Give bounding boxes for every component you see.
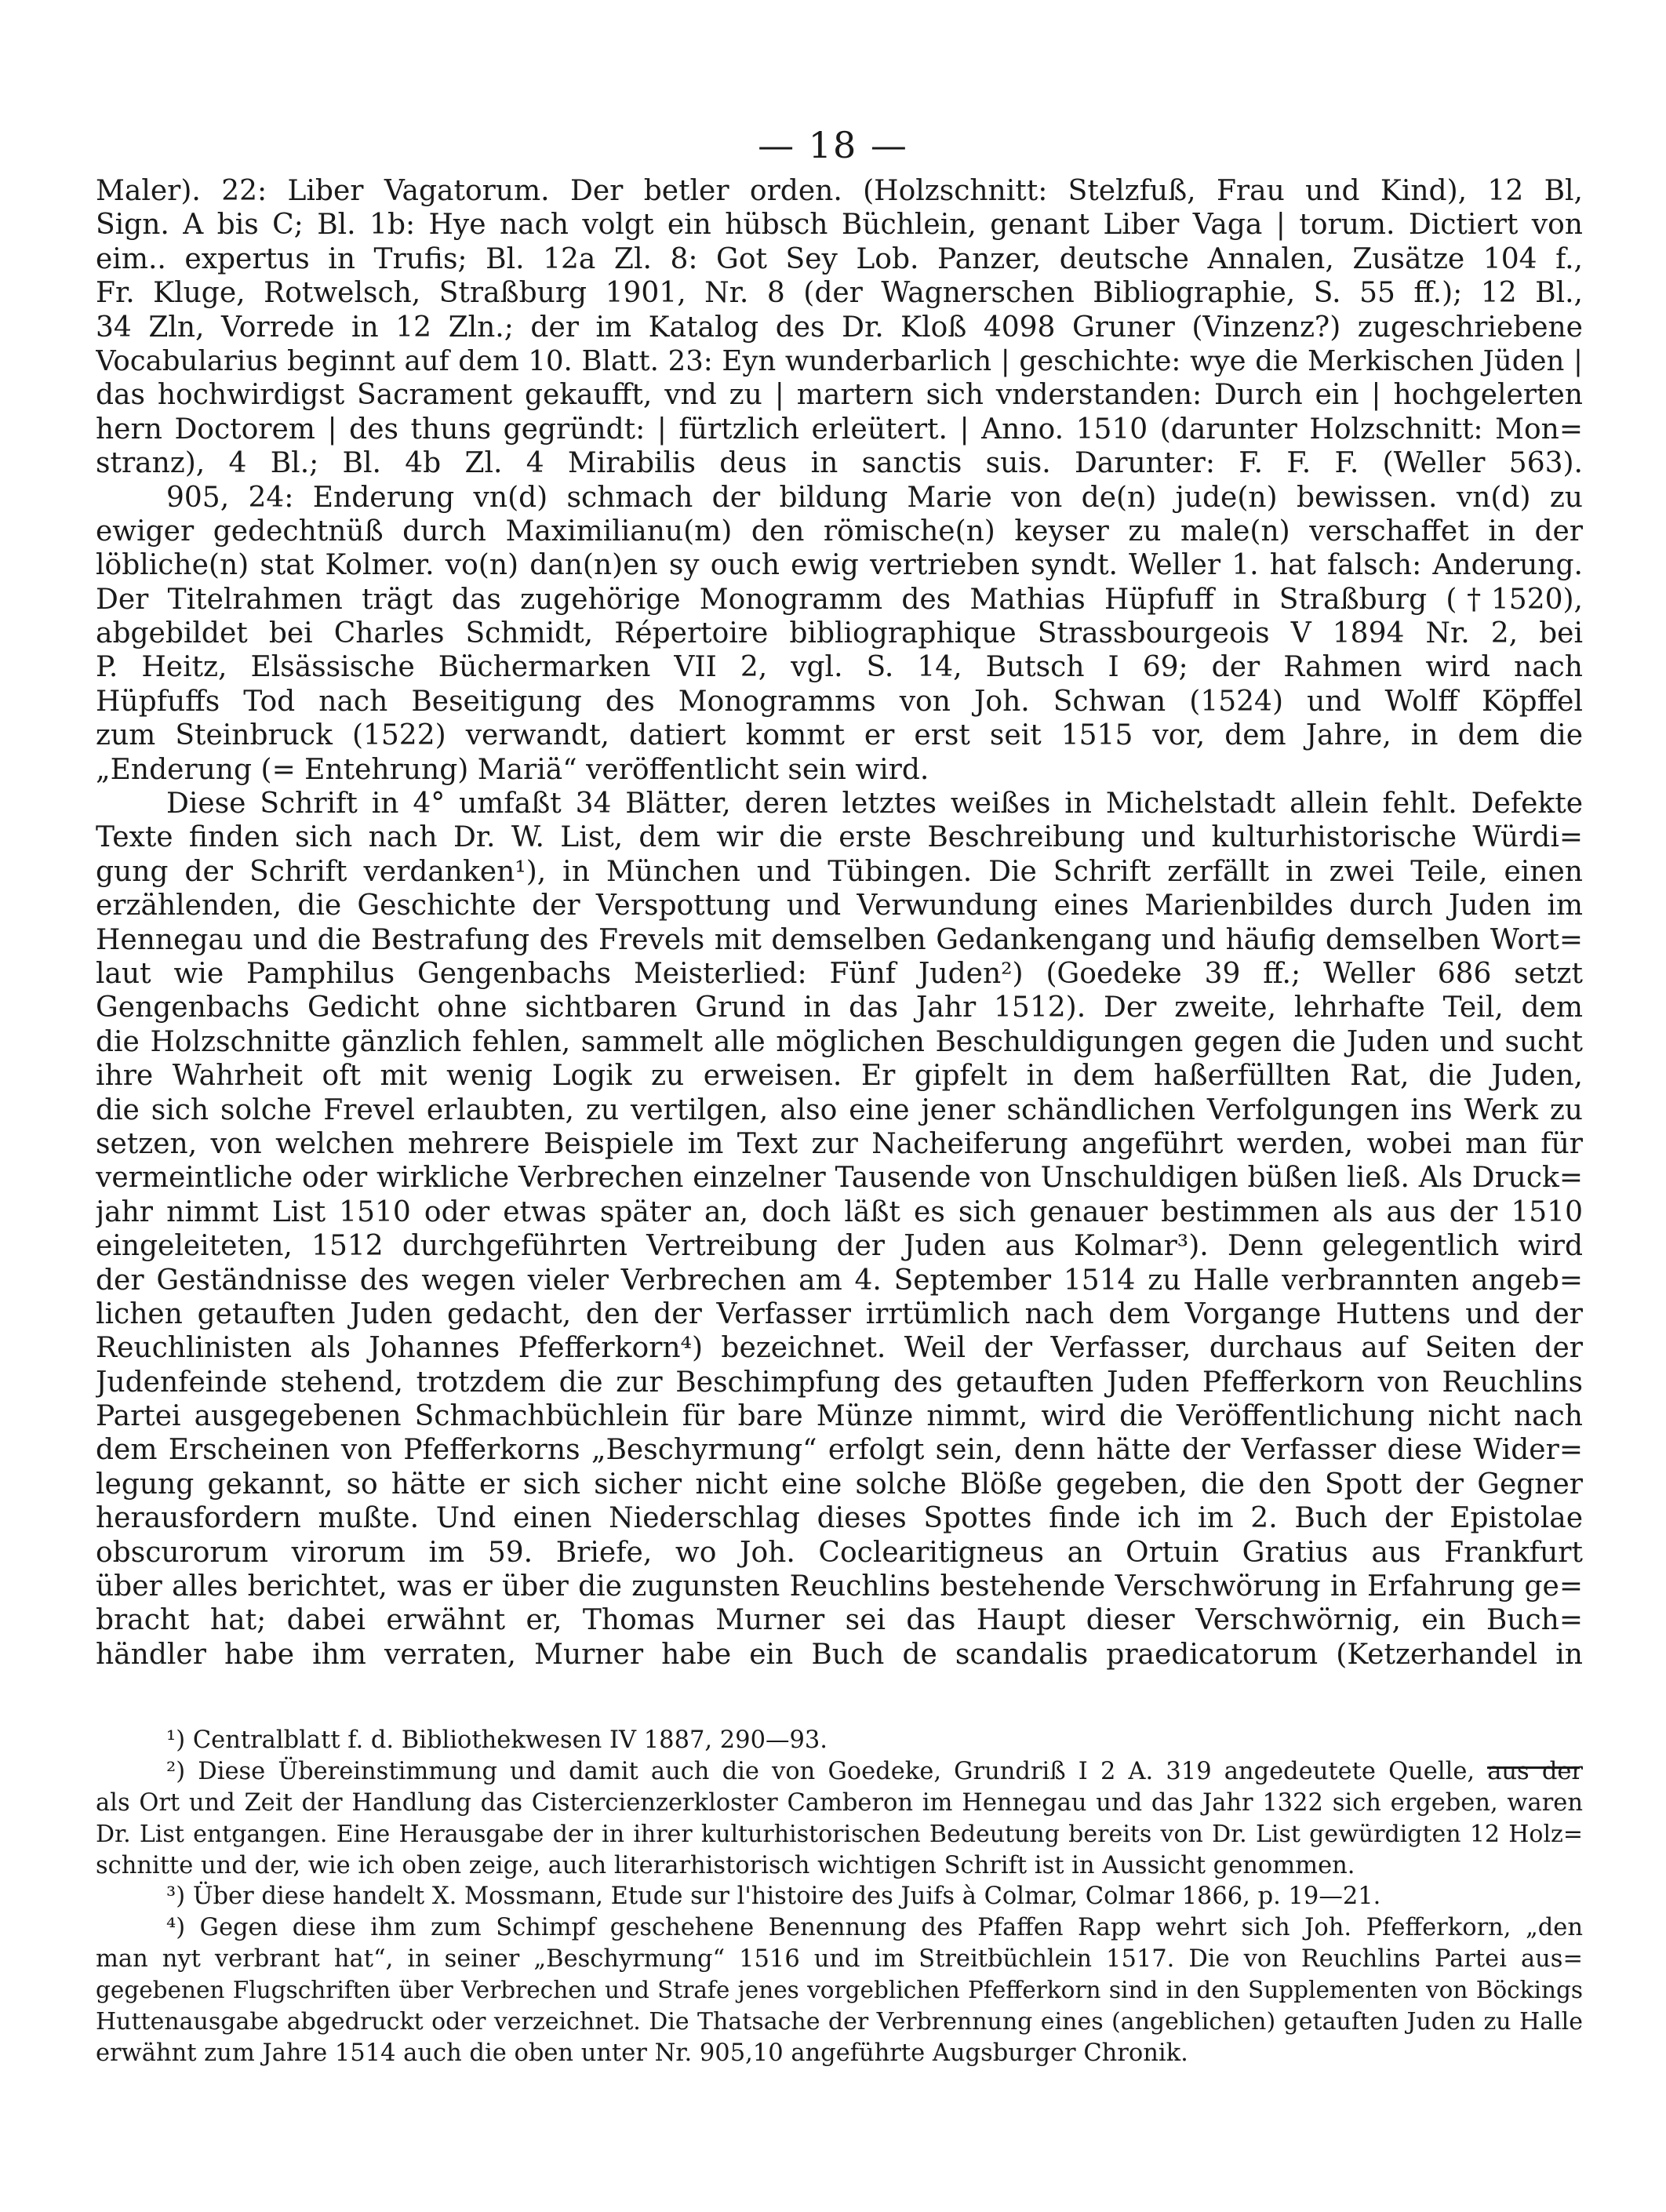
text-line: laut wie Pamphilus Gengenbachs Meisterlied: Fünf Juden²) (Goedeke 39 ff.; Weller 686 setzt <box>96 957 1583 990</box>
text-line: setzen, von welchen mehrere Beispiele im Text zur Nacheiferung angeführt werden, wobei man für <box>96 1127 1583 1160</box>
text-line: Judenfeinde stehend, trotzdem die zur Beschimpfung des getauften Juden Pfefferkorn von Reuchlins <box>96 1366 1583 1399</box>
text-line: stranz), 4 Bl.; Bl. 4b Zl. 4 Mirabilis deus in sanctis suis. Darunter: F. F. F. (Weller 563). <box>96 447 1583 480</box>
text-line: 34 Zln, Vorrede in 12 Zln.; der im Katalog des Dr. Kloß 4098 Gruner (Vinzenz?) zugeschriebene <box>96 311 1583 344</box>
text-line: händler habe ihm verraten, Murner habe ein Buch de scandalis praedicatorum (Ketzerhandel in <box>96 1638 1583 1671</box>
text-line: Texte finden sich nach Dr. W. List, dem wir die erste Beschreibung und kulturhistorische Würdi= <box>96 821 1583 854</box>
text-line: ihre Wahrheit oft mit wenig Logik zu erweisen. Er gipfelt in dem haßerfüllten Rat, die Juden, <box>96 1060 1583 1093</box>
footnote-line: als Ort und Zeit der Handlung das Cistercienzerkloster Camberon im Hennegau und das Jahr 1322 sich ergeben, waren <box>96 1788 1583 1817</box>
text-line: Partei ausgegebenen Schmachbüchlein für bare Münze nimmt, wird die Veröffentlichung nicht nach <box>96 1400 1583 1433</box>
text-line: „Enderung (= Entehrung) Mariä“ veröffentlicht sein wird. <box>96 753 929 786</box>
text-line: eingeleiteten, 1512 durchgeführten Vertreibung der Juden aus Kolmar³). Denn gelegentlich wird <box>96 1230 1583 1263</box>
footnote-line: ²) Diese Übereinstimmung und damit auch die von Goedeke, Grundriß I 2 A. 319 angedeutete Quelle, aus der <box>166 1757 1583 1785</box>
text-line: eim.. expertus in Trufis; Bl. 12a Zl. 8: Got Sey Lob. Panzer, deutsche Annalen, Zusätze 104 f., <box>96 242 1583 275</box>
text-line: Gengenbachs Gedicht ohne sichtbaren Grund in das Jahr 1512). Der zweite, lehrhafte Teil, dem <box>96 991 1583 1024</box>
text-line: Sign. A bis C; Bl. 1b: Hye nach volgt ein hübsch Büchlein, genant Liber Vaga | torum. Dictiert von <box>96 209 1583 242</box>
text-line: das hochwirdigst Sacrament gekaufft, vnd zu | martern sich vnderstanden: Durch ein | hochgelerten <box>96 379 1583 412</box>
text-line: jahr nimmt List 1510 oder etwas später an, doch läßt es sich genauer bestimmen als aus der 1510 <box>96 1195 1583 1228</box>
footnote-line: ¹) Centralblatt f. d. Bibliothekwesen IV 1887, 290—93. <box>166 1726 828 1754</box>
text-line: Maler). 22: Liber Vagatorum. Der betler orden. (Holzschnitt: Stelzfuß, Frau und Kind), 12 Bl, <box>96 175 1583 207</box>
text-line: der Geständnisse des wegen vieler Verbrechen am 4. September 1514 zu Halle verbrannten angeb= <box>96 1264 1583 1297</box>
text-line: gung der Schrift verdanken¹), in München und Tübingen. Die Schrift zerfällt in zwei Teile, einen <box>96 855 1583 888</box>
text-line: obscurorum virorum im 59. Briefe, wo Joh. Coclearitigneus an Ortuin Gratius aus Frankfurt <box>96 1536 1583 1569</box>
footnote-line: gegebenen Flugschriften über Verbrechen und Strafe jenes vorgeblichen Pfefferkorn sind in den Supplementen von Böckings <box>96 1977 1583 2004</box>
text-line: P. Heitz, Elsässische Büchermarken VII 2, vgl. S. 14, Butsch I 69; der Rahmen wird nach <box>96 651 1583 684</box>
text-line: lichen getauften Juden gedacht, den der Verfasser irrtümlich nach dem Vorgange Huttens und der <box>96 1297 1583 1330</box>
text-line: vermeintliche oder wirkliche Verbrechen einzelner Tausende von Unschuldigen büßen ließ. Als Druck= <box>96 1162 1583 1195</box>
text-line: hern Doctorem | des thuns gegründt: | fürtzlich erleütert. | Anno. 1510 (darunter Holzschnitt: Mon= <box>96 413 1583 446</box>
text-line: Reuchlinisten als Johannes Pfefferkorn⁴) bezeichnet. Weil der Verfasser, durchaus auf Seiten der <box>96 1332 1583 1365</box>
text-line: Fr. Kluge, Rotwelsch, Straßburg 1901, Nr. 8 (der Wagnerschen Bibliographie, S. 55 ff.); 12 Bl., <box>96 277 1583 310</box>
footnote-line: Dr. List entgangen. Eine Herausgabe der in ihrer kulturhistorischen Bedeutung bereits von Dr. List gewürdigten 12 Holz= <box>96 1820 1583 1848</box>
text-line: die Holzschnitte gänzlich fehlen, sammelt alle möglichen Beschuldigungen gegen die Juden und sucht <box>96 1025 1583 1058</box>
text-line: Vocabularius beginnt auf dem 10. Blatt. 23: Eyn wunderbarlich | geschichte: wye die Merkischen Jüden | <box>96 344 1583 377</box>
text-line: 905, 24: Enderung vn(d) schmach der bildung Marie von de(n) jude(n) bewissen. vn(d) zu <box>166 481 1583 514</box>
footnote-line: erwähnt zum Jahre 1514 auch die oben unter Nr. 905,10 angeführte Augsburger Chronik. <box>96 2039 1188 2067</box>
text-line: Diese Schrift in 4° umfaßt 34 Blätter, deren letztes weißes in Michelstadt allein fehlt. Defekte <box>166 788 1583 820</box>
text-line: herausfordern mußte. Und einen Niederschlag dieses Spottes finde ich im 2. Buch der Epistolae <box>96 1502 1583 1535</box>
text-line: abgebildet bei Charles Schmidt, Répertoire bibliographique Strassbourgeois V 1894 Nr. 2, bei <box>96 617 1583 650</box>
text-line: ewiger gedechtnüß durch Maximilianu(m) den römische(n) keyser zu male(n) verschaffet in der <box>96 515 1583 548</box>
body-text <box>96 174 1583 1672</box>
text-line: Hennegau und die Bestrafung des Frevels mit demselben Gedankengang und häufig demselben Wort= <box>96 923 1583 956</box>
text-line: legung gekannt, so hätte er sich sicher nicht eine solche Blöße gegeben, die den Spott der Gegner <box>96 1468 1583 1501</box>
footnote-line: ³) Über diese handelt X. Mossmann, Etude sur l'histoire des Juifs à Colmar, Colmar 1866, p. 19—21. <box>166 1883 1381 1911</box>
footnote-line: Huttenausgabe abgedruckt oder verzeichnet. Die Thatsache der Verbrennung eines (angeblichen) getauften Juden zu Halle <box>96 2008 1583 2036</box>
footnotes <box>96 1725 1583 2069</box>
text-line: Der Titelrahmen trägt das zugehörige Monogramm des Mathias Hüpfuff in Straßburg (†1520), <box>96 583 1583 616</box>
page-number: — 18 — <box>758 124 908 166</box>
footnote-line: schnitte und der, wie ich oben zeige, auch literarhistorisch wichtigen Schrift ist in Aussicht genommen. <box>96 1851 1355 1879</box>
text-line: dem Erscheinen von Pfefferkorns „Beschyrmung“ erfolgt sein, denn hätte der Verfasser diese Wider= <box>96 1434 1583 1467</box>
text-line: erzählenden, die Geschichte der Verspottung und Verwundung eines Marienbildes durch Juden im <box>96 890 1583 922</box>
footnote-line: ⁴) Gegen diese ihm zum Schimpf geschehene Benennung des Pfaffen Rapp wehrt sich Joh. Pfefferkorn, „den <box>166 1914 1583 1942</box>
text-line: zum Steinbruck (1522) verwandt, datiert kommt er erst seit 1515 vor, dem Jahre, in dem die <box>96 719 1583 752</box>
text-line: die sich solche Frevel erlaubten, zu vertilgen, also eine jener schändlichen Verfolgungen ins Werk zu <box>96 1093 1583 1126</box>
text-line: bracht hat; dabei erwähnt er, Thomas Murner sei das Haupt dieser Verschwörnig, ein Buch= <box>96 1604 1583 1637</box>
text-line: löbliche(n) stat Kolmer. vo(n) dan(n)en sy ouch ewig vertrieben syndt. Weller 1. hat falsch: Anderung. <box>96 549 1583 582</box>
text-line: Hüpfuffs Tod nach Beseitigung des Monogramms von Joh. Schwan (1524) und Wolff Köpffel <box>96 685 1583 718</box>
footnote-line: man nyt verbrant hat“, in seiner „Beschyrmung“ 1516 und im Streitbüchlein 1517. Die von Reuchlins Partei aus= <box>96 1945 1583 1974</box>
text-line: über alles berichtet, was er über die zugunsten Reuchlins bestehende Verschwörung in Erfahrung ge= <box>96 1570 1583 1603</box>
